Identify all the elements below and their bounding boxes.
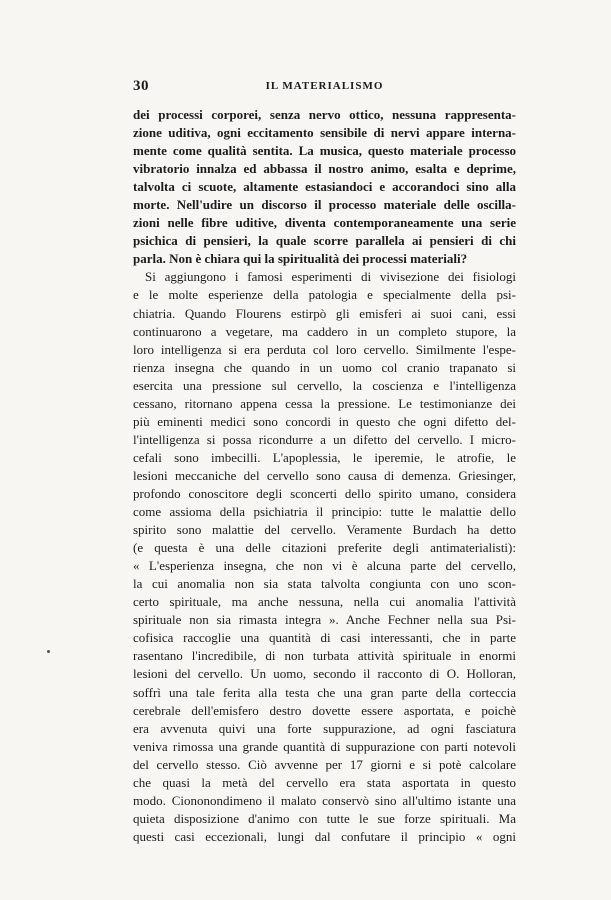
text-line: cefali sono imbecilli. L'apoplessia, le iperemie, le atrofie, le [133, 449, 516, 465]
text-line: zioni nelle fibre uditive, diventa contemporaneamente una serie [133, 215, 516, 231]
running-head: IL MATERIALISMO [265, 80, 384, 92]
text-line: zione uditiva, ogni eccitamento sensibile di nervi appare interna- [133, 125, 516, 141]
text-line: cerebrale dell'emisfero destro dovette essere asportata, e poichè [133, 702, 516, 718]
text-line: quieta disposizione d'animo con tutte le sue forze spirituali. Ma [133, 810, 516, 826]
text-line: lesioni meccaniche del cervello sono causa di demenza. Griesinger, [133, 467, 516, 483]
text-line: e le molte esperienze della patologia e specialmente della psi- [133, 287, 516, 303]
text-line: rasentano l'incredibile, di non turbata attività spirituale in enormi [133, 648, 516, 664]
text-line: la cui anomalia non sia stata talvolta congiunta con uno scon- [133, 576, 516, 592]
text-line: rienza insegna che quando in un uomo col cranio trapanato si [133, 359, 516, 375]
text-line: loro intelligenza si era perduta col loro cervello. Similmente l'espe- [133, 341, 516, 357]
text-line: profondo conoscitore degli sconcerti dello spirito umano, considera [133, 485, 516, 501]
text-line: mente come qualità sentita. La musica, questo materiale processo [133, 143, 516, 159]
text-line: Si aggiungono i famosi esperimenti di vivisezione dei fisiologi [145, 269, 516, 285]
body-text [133, 106, 516, 846]
text-line: più eminenti medici sono concordi in questo che ogni difetto del- [133, 413, 516, 429]
text-line: veniva rimossa una grande quantità di suppurazione con parti notevoli [133, 738, 516, 754]
scan-speck [47, 650, 50, 653]
text-line: cessano, ritornano appena cessa la pressione. Le testimonianze dei [133, 395, 516, 411]
text-line: parla. Non è chiara qui la spiritualità dei processi materiali? [133, 251, 468, 267]
page-number: 30 [133, 78, 149, 94]
text-line: (e questa è una delle citazioni preferite degli antimaterialisti): [133, 540, 516, 556]
text-line: soffrì una tale ferita alla testa che una gran parte della corteccia [133, 684, 516, 700]
text-line: del cervello stesso. Ciò avvenne per 17 giorni e si potè calcolare [133, 756, 516, 772]
text-line: vibratorio innalza ed abbassa il nostro animo, esalta e deprime, [133, 161, 516, 177]
text-line: l'intelligenza si possa ricondurre a un difetto del cervello. I micro- [133, 431, 516, 447]
text-line: spirituale non sia rimasta integra ». Anche Fechner nella sua Psi- [133, 612, 516, 628]
text-line: certo spirituale, ma anche nessuna, nella cui anomalia l'attività [133, 594, 516, 610]
text-line: come assioma della psichiatria il principio: tutte le malattie dello [133, 504, 516, 520]
text-line: spirito sono malattie del cervello. Veramente Burdach ha detto [133, 522, 516, 538]
text-line: questi casi eccezionali, lungi dal confutare il principio « ogni [133, 828, 516, 844]
text-line: psichica di pensieri, la quale scorre parallela ai pensieri di chi [133, 233, 516, 249]
text-line: dei processi corporei, senza nervo ottico, nessuna rappresenta- [133, 107, 516, 122]
text-line: lesioni del cervello. Un uomo, secondo il racconto di O. Holloran, [133, 666, 516, 682]
text-line: continuarono a vegetare, ma caddero in un completo stupore, la [133, 323, 516, 339]
text-line: modo. Ciononondimeno il malato conservò sino all'ultimo istante una [133, 792, 516, 808]
text-line: « L'esperienza insegna, che non vi è alcuna parte del cervello, [133, 558, 516, 574]
text-line: esercita una pressione sul cervello, la coscienza e l'intelligenza [133, 377, 516, 393]
text-line: morte. Nell'udire un discorso il processo materiale delle oscilla- [133, 197, 516, 213]
text-line: era avvenuta quivi una forte suppurazione, ad ogni fasciatura [133, 720, 516, 736]
text-line: talvolta ci scuote, altamente estasiandoci e accorandoci sino alla [133, 179, 516, 195]
text-line: chiatria. Quando Flourens estirpò gli emisferi ai suoi cani, essi [133, 305, 516, 321]
text-line: che quasi la metà del cervello era stata asportata in questo [133, 774, 516, 790]
text-line: cofisica raccoglie una quantità di casi interessanti, che in parte [133, 630, 516, 646]
page-header [133, 78, 516, 98]
